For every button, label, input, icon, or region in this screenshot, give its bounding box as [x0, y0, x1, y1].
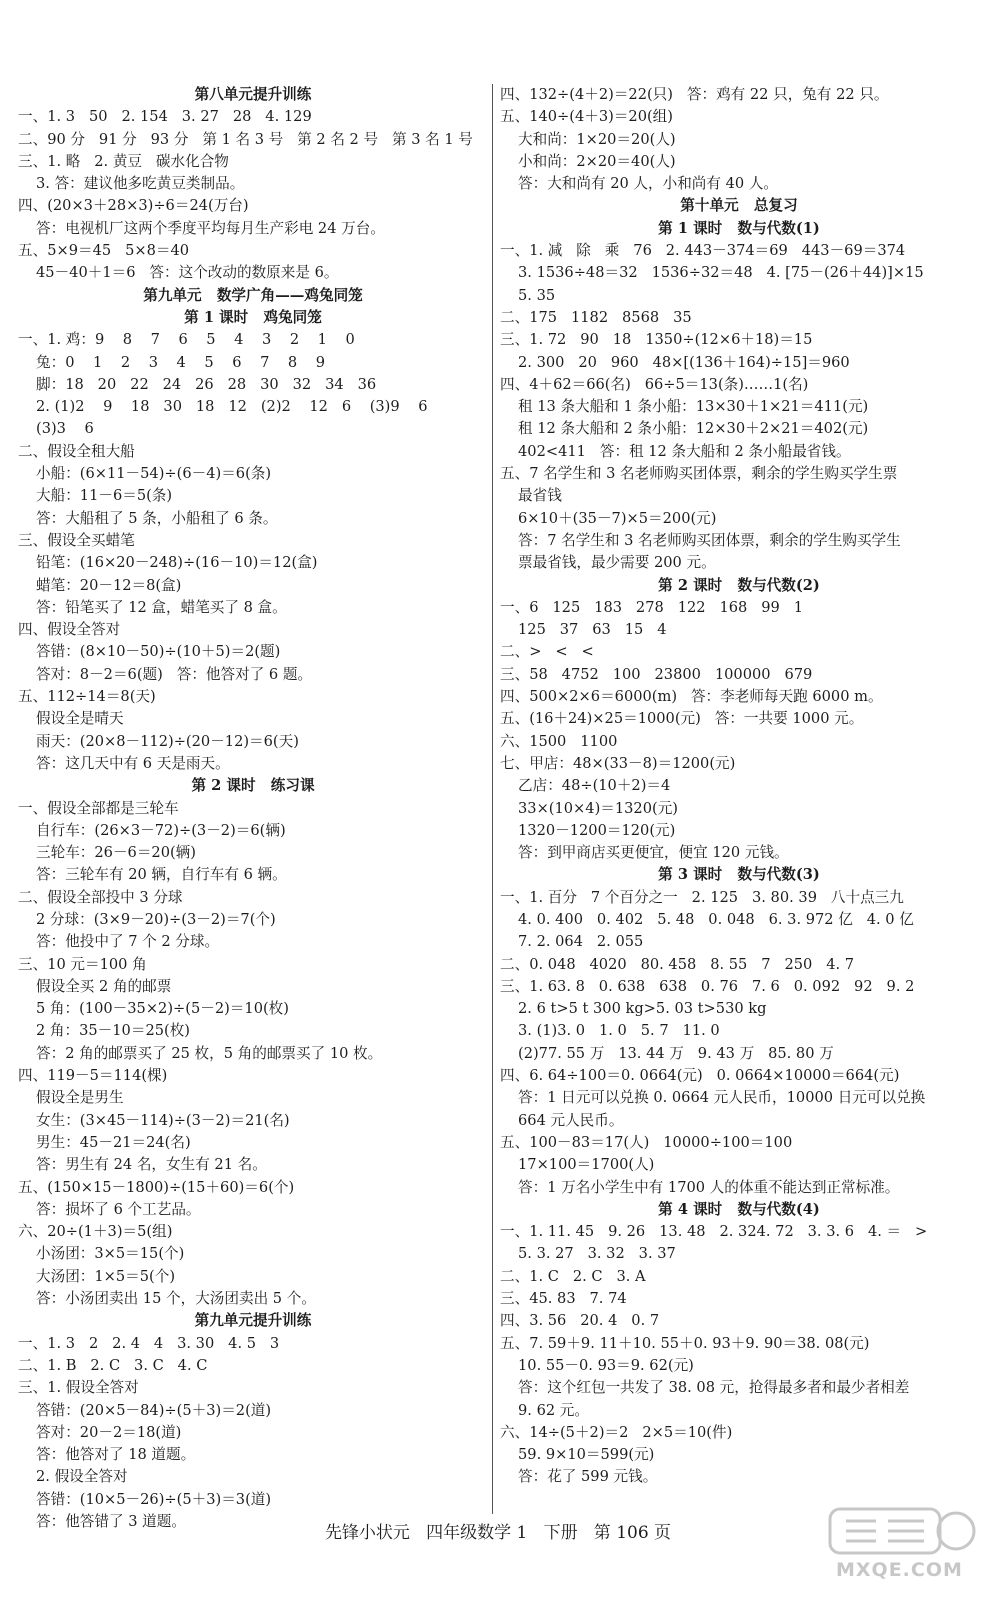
section-heading: 第九单元 数学广角——鸡兔同笼	[143, 286, 363, 304]
answer-line: 一、6 125 183 278 122 168 99 1	[500, 598, 804, 616]
answer-line: 答：这个红包一共发了 38. 08 元，抢得最多者和最少者相差	[518, 1379, 910, 1397]
answer-line: 9. 62 元。	[518, 1401, 589, 1419]
answer-line: 答错：(8×10－50)÷(10＋5)＝2(题)	[36, 643, 281, 661]
answer-line: 二、0. 048 4020 80. 458 8. 55 7 250 4. 7	[500, 955, 855, 973]
answer-line: 4. 0. 400 0. 402 5. 48 0. 048 6. 3. 972 亿 4. 0 亿	[518, 910, 914, 928]
answer-line: 三、1. 63. 8 0. 638 638 0. 76 7. 6 0. 092 92 9. 2	[500, 977, 915, 995]
answer-line: 33×(10×4)＝1320(元)	[518, 799, 678, 817]
answer-line: 五、5×9＝45 5×8＝40	[18, 242, 190, 260]
answer-line: 一、1. 3 50 2. 154 3. 27 28 4. 129	[18, 108, 312, 126]
answer-line: 五、112÷14＝8(天)	[18, 688, 156, 706]
answer-line: 六、1500 1100	[500, 732, 618, 750]
left-answer-column	[18, 84, 488, 1533]
answer-line: 3. 1536÷48＝32 1536÷32＝48 4. [75－(26＋44)]×15	[518, 264, 924, 282]
answer-line: 2. 6 t>5 t 300 kg>5. 03 t>530 kg	[518, 1000, 767, 1018]
answer-line: 一、1. 鸡：9 8 7 6 5 4 3 2 1 0	[18, 331, 355, 349]
answer-line: 2. 300 20 960 48×[(136＋164)÷15]＝960	[518, 353, 850, 371]
answer-line: 一、1. 百分 7 个百分之一 2. 125 3. 80. 39 八十点三九	[500, 888, 904, 906]
answer-line: 664 元人民币。	[518, 1111, 624, 1129]
answer-line: 三、58 4752 100 23800 100000 679	[500, 665, 813, 683]
answer-line: 五、140÷(4＋3)＝20(组)	[500, 108, 673, 126]
answer-line: 答：大船租了 5 条，小船租了 6 条。	[36, 509, 278, 527]
answer-line: 五、(16＋24)×25＝1000(元) 答：一共要 1000 元。	[500, 710, 864, 728]
answer-line: (2)77. 55 万 13. 44 万 9. 43 万 85. 80 万	[518, 1044, 834, 1062]
watermark-badge-icon	[828, 1505, 978, 1561]
answer-line: 答：1 日元可以兑换 0. 0664 元人民币，10000 日元可以兑换	[518, 1089, 926, 1107]
answer-line: 二、175 1182 8568 35	[500, 308, 692, 326]
answer-line: 四、132÷(4＋2)＝22(只) 答：鸡有 22 只，兔有 22 只。	[500, 86, 889, 103]
answer-line: 大船：11－6＝5(条)	[36, 487, 173, 505]
answer-line: 小汤团：3×5＝15(个)	[36, 1245, 185, 1263]
answer-line: 蜡笔：20－12＝8(盒)	[36, 576, 182, 594]
answer-line: 二、假设全部投中 3 分球	[18, 888, 183, 906]
answer-line: 小和尚：2×20＝40(人)	[518, 152, 676, 170]
answer-line: 五、(150×15－1800)÷(15＋60)＝6(个)	[18, 1178, 295, 1196]
answer-line: 六、14÷(5＋2)＝2 2×5＝10(件)	[500, 1423, 733, 1441]
column-divider	[492, 84, 493, 1514]
answer-line: 答：他答对了 18 道题。	[36, 1446, 196, 1464]
answer-line: 乙店：48÷(10＋2)＝4	[518, 777, 671, 795]
answer-line: 女生：(3×45－114)÷(3－2)＝21(名)	[36, 1111, 290, 1129]
answer-line: 2 角：35－10＝25(枚)	[36, 1022, 190, 1040]
answer-line: 四、3. 56 20. 4 0. 7	[500, 1312, 660, 1330]
answer-line: 答：到甲商店买更便宜，便宜 120 元钱。	[518, 844, 789, 862]
answer-line: 答：三轮车有 20 辆，自行车有 6 辆。	[36, 866, 287, 884]
answer-line: 雨天：(20×8－112)÷(20－12)＝6(天)	[36, 732, 299, 750]
answer-line: 答：大和尚有 20 人，小和尚有 40 人。	[518, 175, 779, 193]
answer-line: 三、1. 72 90 18 1350÷(12×6＋18)＝15	[500, 331, 813, 349]
answer-line: 三、1. 略 2. 黄豆 碳水化合物	[18, 152, 229, 170]
answer-line: 六、20÷(1＋3)＝5(组)	[18, 1223, 173, 1241]
section-heading: 第 4 课时 数与代数(4)	[658, 1200, 820, 1218]
answer-line: 5. 3. 27 3. 32 3. 37	[518, 1245, 676, 1263]
answer-line: 铅笔：(16×20－248)÷(16－10)＝12(盒)	[36, 554, 318, 572]
answer-line: 答：男生有 24 名，女生有 21 名。	[36, 1156, 267, 1174]
answer-line: 答：小汤团卖出 15 个，大汤团卖出 5 个。	[36, 1290, 316, 1308]
answer-line: 最省钱	[518, 487, 562, 505]
answer-line: 脚：18 20 22 24 26 28 30 32 34 36	[36, 375, 377, 393]
answer-line: 五、100－83＝17(人) 10000÷100＝100	[500, 1133, 793, 1151]
answer-line: (3)3 6	[36, 420, 94, 438]
answer-line: 三轮车：26－6＝20(辆)	[36, 844, 196, 862]
answer-line: 五、7 名学生和 3 名老师购买团体票，剩余的学生购买学生票	[500, 465, 898, 483]
answer-line: 5 角：(100－35×2)÷(5－2)＝10(枚)	[36, 1000, 289, 1018]
answer-line: 答：电视机厂这两个季度平均每月生产彩电 24 万台。	[36, 219, 385, 237]
answer-line: 大汤团：1×5＝5(个)	[36, 1267, 176, 1285]
answer-line: 四、(20×3＋28×3)÷6＝24(万台)	[18, 197, 249, 215]
answer-line: 三、45. 83 7. 74	[500, 1290, 627, 1308]
answer-line: 1320－1200＝120(元)	[518, 821, 676, 839]
answer-line: 2. (1)2 9 18 30 18 12 (2)2 12 6 (3)9 6	[36, 398, 428, 416]
answer-line: 一、假设全部都是三轮车	[18, 799, 179, 817]
answer-line: 自行车：(26×3－72)÷(3－2)＝6(辆)	[36, 821, 286, 839]
answer-line: 三、假设全买蜡笔	[18, 531, 135, 549]
right-answer-column	[500, 84, 978, 1489]
answer-line: 3. 答：建议他多吃黄豆类制品。	[36, 175, 245, 193]
answer-line: 三、10 元＝100 角	[18, 955, 147, 973]
answer-line: 5. 35	[518, 286, 556, 304]
answer-line: 假设全是晴天	[36, 710, 124, 728]
answer-line: 二、90 分 91 分 93 分 第 1 名 3 号 第 2 名 2 号 第 3 名 1 号	[18, 130, 473, 148]
answer-line: 10. 55－0. 93＝9. 62(元)	[518, 1356, 694, 1374]
page-footer: 先锋小状元 四年级数学 1 下册 第 106 页	[324, 1523, 672, 1543]
answer-line: 2 分球：(3×9－20)÷(3－2)＝7(个)	[36, 910, 276, 928]
answer-line: 假设全买 2 角的邮票	[36, 977, 172, 995]
section-heading: 第 1 课时 数与代数(1)	[658, 219, 820, 237]
answer-line: 票最省钱，最少需要 200 元。	[518, 554, 716, 572]
answer-line: 四、4＋62＝66(名) 66÷5＝13(条)……1(名)	[500, 375, 809, 393]
section-heading: 第 2 课时 数与代数(2)	[658, 576, 820, 594]
answer-line: 三、1. 假设全答对	[18, 1379, 139, 1397]
section-heading: 第十单元 总复习	[680, 197, 798, 215]
answer-line: 一、1. 3 2 2. 4 4 3. 30 4. 5 3	[18, 1334, 280, 1352]
watermark-logo	[828, 1505, 978, 1585]
answer-line: 一、1. 11. 45 9. 26 13. 48 2. 324. 72 3. 3. 6 4. ＝ >	[500, 1223, 928, 1241]
answer-line: 二、> < <	[500, 643, 594, 661]
answer-line: 45－40＋1＝6 答：这个改动的数原来是 6。	[36, 264, 339, 282]
answer-line: 一、1. 减 除 乘 76 2. 443－374＝69 443－69＝374	[500, 242, 906, 260]
answer-line: 二、假设全租大船	[18, 442, 135, 460]
answer-line: 五、7. 59＋9. 11＋10. 55＋0. 93＋9. 90＝38. 08(元)	[500, 1334, 870, 1352]
answer-line: 答：2 角的邮票买了 25 枚，5 角的邮票买了 10 枚。	[36, 1044, 383, 1062]
answer-line: 2. 假设全答对	[36, 1468, 128, 1486]
answer-line: 二、1. C 2. C 3. A	[500, 1267, 646, 1285]
answer-line: 男生：45－21＝24(名)	[36, 1133, 191, 1151]
answer-line: 答对：20－2＝18(道)	[36, 1423, 182, 1441]
section-heading: 第九单元提升训练	[194, 1312, 312, 1330]
answer-line: 四、假设全答对	[18, 621, 121, 639]
answer-line: 小船：(6×11－54)÷(6－4)＝6(条)	[36, 465, 272, 483]
answer-line: 租 13 条大船和 1 条小船：13×30＋1×21＝411(元)	[518, 398, 869, 416]
answer-line: 四、6. 64÷100＝0. 0664(元) 0. 0664×10000＝664(元)	[500, 1067, 900, 1085]
watermark-text: MXQE.COM	[836, 1559, 963, 1581]
section-heading: 第 1 课时 鸡兔同笼	[184, 308, 322, 326]
answer-line: 答：铅笔买了 12 盒，蜡笔买了 8 盒。	[36, 598, 287, 616]
section-heading: 第 3 课时 数与代数(3)	[658, 866, 820, 884]
section-heading: 第 2 课时 练习课	[191, 777, 315, 795]
answer-line: 答错：(20×5－84)÷(5＋3)＝2(道)	[36, 1401, 272, 1419]
answer-line: 兔：0 1 2 3 4 5 6 7 8 9	[36, 353, 326, 371]
answer-line: 假设全是男生	[36, 1089, 124, 1107]
answer-line: 答：他答错了 3 道题。	[36, 1513, 186, 1530]
answer-line: 答：7 名学生和 3 名老师购买团体票，剩余的学生购买学生	[518, 531, 901, 549]
answer-line: 答：1 万名小学生中有 1700 人的体重不能达到正常标准。	[518, 1178, 900, 1196]
answer-line: 6×10＋(35－7)×5＝200(元)	[518, 509, 717, 527]
answer-line: 四、119－5＝114(棵)	[18, 1067, 168, 1085]
answer-line: 答：他投中了 7 个 2 分球。	[36, 933, 220, 951]
answer-line: 7. 2. 064 2. 055	[518, 933, 644, 951]
answer-line: 17×100＝1700(人)	[518, 1156, 655, 1174]
answer-line: 答对：8－2＝6(题) 答：他答对了 6 题。	[36, 665, 313, 683]
section-heading: 第八单元提升训练	[194, 86, 312, 103]
answer-line: 大和尚：1×20＝20(人)	[518, 130, 676, 148]
answer-line: 答：损坏了 6 个工艺品。	[36, 1200, 201, 1218]
answer-line: 答：这几天中有 6 天是雨天。	[36, 754, 230, 772]
answer-line: 125 37 63 15 4	[518, 621, 667, 639]
answer-line: 答：花了 599 元钱。	[518, 1468, 658, 1486]
answer-line: 402<411 答：租 12 条大船和 2 条小船最省钱。	[518, 442, 851, 460]
answer-line: 租 12 条大船和 2 条小船：12×30＋2×21＝402(元)	[518, 420, 869, 438]
answer-line: 3. (1)3. 0 1. 0 5. 7 11. 0	[518, 1022, 720, 1040]
answer-line: 59. 9×10＝599(元)	[518, 1446, 655, 1464]
answer-line: 答错：(10×5－26)÷(5＋3)＝3(道)	[36, 1490, 272, 1508]
answer-line: 四、500×2×6＝6000(m) 答：李老师每天跑 6000 m。	[500, 688, 883, 706]
answer-line: 七、甲店：48×(33－8)＝1200(元)	[500, 754, 736, 772]
answer-line: 二、1. B 2. C 3. C 4. C	[18, 1356, 208, 1374]
